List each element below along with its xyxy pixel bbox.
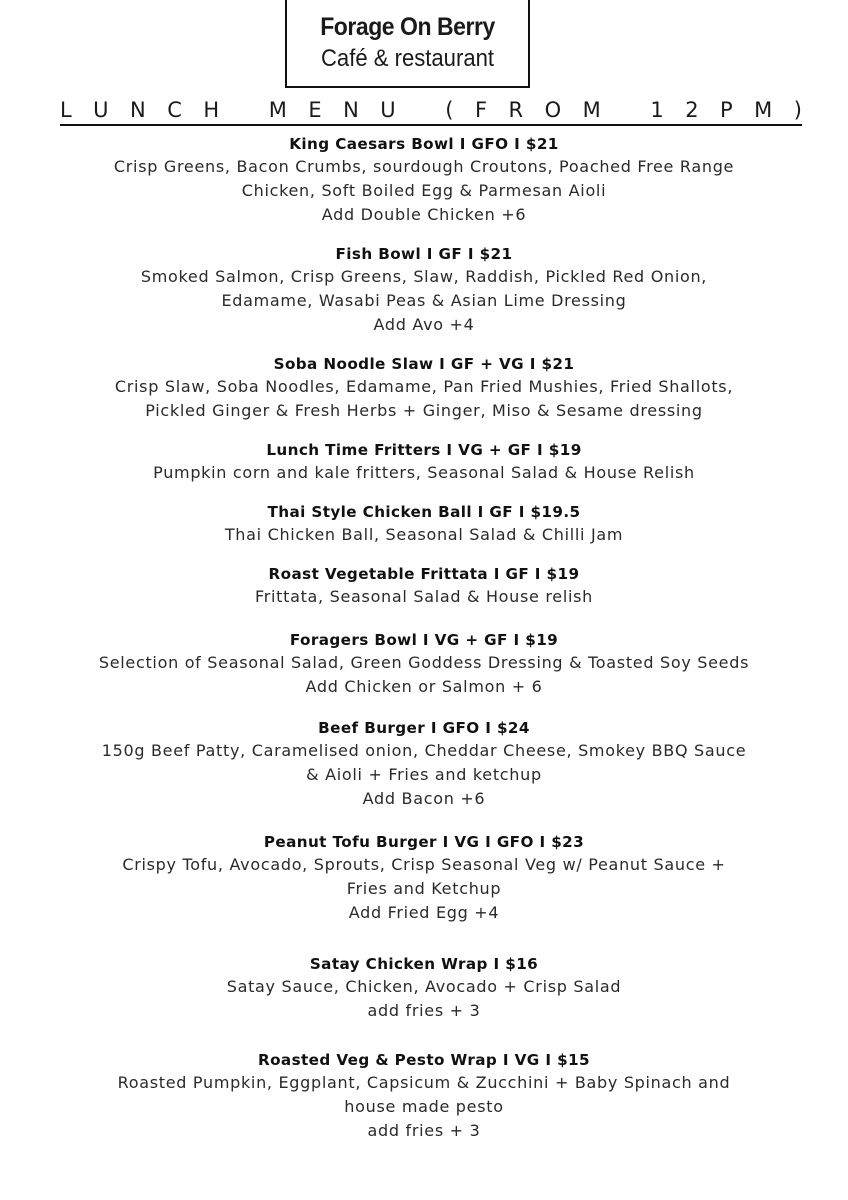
menu-item-description: Edamame, Wasabi Peas & Asian Lime Dressing [221, 291, 627, 310]
menu-item-addon: Add Bacon +6 [362, 789, 486, 808]
menu-heading-letter: M [754, 98, 773, 122]
menu-heading-letter [241, 96, 248, 124]
menu-heading-letter: N [130, 98, 146, 122]
menu-item [0, 243, 848, 337]
restaurant-logo-box [285, 0, 530, 88]
menu-item-description: Crisp Greens, Bacon Crumbs, sourdough Croutons, Poached Free Range [113, 157, 735, 176]
menu-item-description: & Aioli + Fries and ketchup [306, 765, 542, 784]
menu-item-addon: Add Avo +4 [373, 315, 475, 334]
menu-item-description: Satay Sauce, Chicken, Avocado + Crisp Salad [226, 977, 622, 996]
menu-item-title: Roasted Veg & Pesto Wrap I VG I $15 [258, 1051, 590, 1069]
menu-item-addon: Add Chicken or Salmon + 6 [305, 677, 543, 696]
menu-item [0, 501, 848, 547]
menu-item-description: Chicken, Soft Boiled Egg & Parmesan Aioli [241, 181, 607, 200]
menu-heading-letter: R [508, 98, 524, 122]
menu-item [0, 133, 848, 227]
menu-item [0, 1049, 848, 1143]
menu-item [0, 953, 848, 1023]
menu-item-description: Fries and Ketchup [346, 879, 502, 898]
menu-heading-letter: U [380, 98, 396, 122]
menu-item-title: Soba Noodle Slaw I GF + VG I $21 [273, 355, 575, 373]
menu-heading-letter: H [203, 98, 220, 122]
menu-item-description: Crisp Slaw, Soba Noodles, Edamame, Pan Fried Mushies, Fried Shallots, [114, 377, 734, 396]
menu-item-title: Peanut Tofu Burger I VG I GFO I $23 [263, 833, 585, 851]
menu-item-title: Fish Bowl I GF I $21 [335, 245, 513, 263]
menu-item-addon: Add Fried Egg +4 [348, 903, 500, 922]
menu-item-description: Frittata, Seasonal Salad & House relish [254, 587, 594, 606]
menu-heading-letter: 2 [685, 98, 699, 122]
menu-item-title: King Caesars Bowl I GFO I $21 [289, 135, 559, 153]
menu-item [0, 629, 848, 699]
menu-heading-letter [622, 96, 629, 124]
menu-heading-letter: E [308, 98, 322, 122]
menu-item-title: Satay Chicken Wrap I $16 [309, 955, 539, 973]
menu-item-title: Thai Style Chicken Ball I GF I $19.5 [267, 503, 581, 521]
menu-heading-letter: O [544, 98, 562, 122]
menu-heading-letter: L [60, 98, 72, 122]
menu-heading-letter: M [268, 98, 287, 122]
menu-item-addon: add fries + 3 [367, 1121, 481, 1140]
menu-item-title: Lunch Time Fritters I VG + GF I $19 [266, 441, 582, 459]
menu-item-title: Roast Vegetable Frittata I GF I $19 [268, 565, 580, 583]
menu-items-list [0, 133, 848, 1143]
menu-item [0, 353, 848, 423]
menu-item [0, 439, 848, 485]
menu-item-description: house made pesto [344, 1097, 504, 1116]
menu-heading-letter: M [582, 98, 601, 122]
menu-heading-letter: ) [793, 98, 802, 122]
menu-heading-letter: ( [445, 98, 454, 122]
menu-item [0, 717, 848, 811]
menu-item [0, 831, 848, 925]
menu-heading [60, 96, 802, 126]
restaurant-name: Forage On Berry [320, 13, 495, 41]
menu-item-description: Crispy Tofu, Avocado, Sprouts, Crisp Seasonal Veg w/ Peanut Sauce + [122, 855, 726, 874]
menu-item [0, 563, 848, 609]
menu-item-description: Thai Chicken Ball, Seasonal Salad & Chilli Jam [224, 525, 624, 544]
restaurant-subtitle: Café & restaurant [320, 45, 495, 72]
menu-heading-letter: C [167, 98, 182, 122]
menu-item-description: Pickled Ginger & Fresh Herbs + Ginger, Miso & Sesame dressing [145, 401, 703, 420]
menu-heading-letter: 1 [650, 98, 664, 122]
menu-heading-letter: N [343, 98, 359, 122]
menu-item-description: 150g Beef Patty, Caramelised onion, Cheddar Cheese, Smokey BBQ Sauce [101, 741, 747, 760]
menu-item-title: Foragers Bowl I VG + GF I $19 [289, 631, 559, 649]
menu-item-description: Roasted Pumpkin, Eggplant, Capsicum & Zucchini + Baby Spinach and [117, 1073, 731, 1092]
menu-item-description: Smoked Salmon, Crisp Greens, Slaw, Raddish, Pickled Red Onion, [140, 267, 708, 286]
menu-heading-letter: U [93, 98, 109, 122]
menu-item-addon: Add Double Chicken +6 [321, 205, 527, 224]
menu-heading-letter: F [474, 98, 488, 122]
menu-item-description: Pumpkin corn and kale fritters, Seasonal Salad & House Relish [153, 463, 695, 482]
menu-item-title: Beef Burger I GFO I $24 [318, 719, 530, 737]
menu-heading-letter: P [720, 98, 733, 122]
menu-item-addon: add fries + 3 [367, 1001, 481, 1020]
menu-heading-letter [417, 96, 424, 124]
menu-item-description: Selection of Seasonal Salad, Green Goddess Dressing & Toasted Soy Seeds [98, 653, 750, 672]
